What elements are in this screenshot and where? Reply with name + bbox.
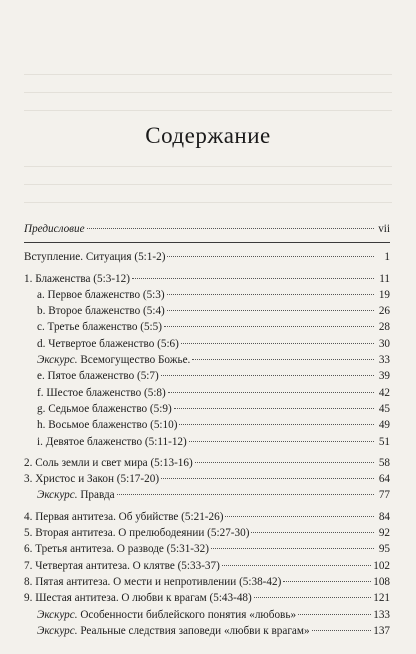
dot-leader bbox=[167, 256, 374, 257]
toc-page-number: 121 bbox=[373, 592, 390, 605]
excursus-label: Экскурс. bbox=[37, 489, 78, 502]
toc-entry-text: Предисловие bbox=[24, 223, 85, 235]
toc-page-number: 11 bbox=[379, 272, 390, 285]
dot-leader bbox=[164, 326, 374, 327]
toc-entry-title bbox=[24, 271, 130, 287]
toc-entry-text: i. Девятое блаженство (5:11-12) bbox=[37, 435, 187, 448]
toc-entry-title bbox=[37, 336, 179, 352]
toc-entry-title bbox=[37, 401, 172, 417]
dot-leader bbox=[225, 516, 374, 517]
toc-entry[interactable] bbox=[24, 336, 390, 352]
toc-entry[interactable] bbox=[24, 525, 390, 541]
dot-leader bbox=[161, 375, 374, 376]
toc-page-number: 64 bbox=[378, 473, 390, 486]
toc-page-number: 19 bbox=[378, 288, 390, 301]
toc-page-number: 45 bbox=[378, 402, 390, 415]
dot-leader bbox=[222, 565, 371, 566]
toc-entry-text: d. Четвертое блаженство (5:6) bbox=[37, 337, 179, 350]
toc-entry-text: 1. Блаженства (5:3-12) bbox=[24, 272, 130, 285]
dot-leader bbox=[87, 228, 374, 229]
toc-entry[interactable] bbox=[24, 385, 390, 401]
dot-leader bbox=[254, 597, 371, 598]
dot-leader bbox=[117, 494, 374, 495]
dot-leader bbox=[179, 424, 374, 425]
table-of-contents bbox=[24, 221, 390, 639]
toc-entry[interactable] bbox=[24, 249, 390, 265]
toc-entry-text: Особенности библейского понятия «любовь» bbox=[77, 608, 297, 621]
toc-entry-title bbox=[37, 368, 159, 384]
toc-entry[interactable] bbox=[24, 509, 390, 525]
dot-leader bbox=[283, 581, 371, 582]
toc-entry-text: b. Второе блаженство (5:4) bbox=[37, 305, 165, 318]
toc-page-number: 39 bbox=[378, 370, 390, 383]
toc-entry-title bbox=[37, 352, 190, 368]
toc-entry-title bbox=[37, 434, 187, 450]
toc-entry[interactable] bbox=[24, 417, 390, 433]
toc-entry-text: 9. Шестая антитеза. О любви к врагам (5:43-48) bbox=[24, 592, 252, 605]
dot-leader bbox=[189, 441, 374, 442]
excursus-label: Экскурс. bbox=[37, 624, 78, 637]
toc-entry[interactable] bbox=[24, 574, 390, 590]
toc-page-number: 58 bbox=[378, 456, 390, 469]
toc-entry-text: Всемогущество Божье. bbox=[77, 354, 191, 367]
toc-page-number: 42 bbox=[378, 386, 390, 399]
toc-page-number: 95 bbox=[378, 543, 390, 556]
toc-entry-title bbox=[37, 287, 165, 303]
toc-entry[interactable] bbox=[24, 221, 390, 237]
toc-page-number: 28 bbox=[378, 321, 390, 334]
toc-page-number: 84 bbox=[378, 510, 390, 523]
toc-page-number: 108 bbox=[373, 575, 390, 588]
toc-entry[interactable] bbox=[24, 434, 390, 450]
toc-entry-text: 7. Четвертая антитеза. О клятве (5:33-37) bbox=[24, 559, 220, 572]
toc-page-number: 133 bbox=[373, 608, 390, 621]
toc-entry-text: Правда bbox=[77, 489, 115, 502]
toc-page-number: 137 bbox=[373, 624, 390, 637]
toc-page-number: 77 bbox=[378, 489, 390, 502]
dot-leader bbox=[168, 392, 374, 393]
divider bbox=[24, 242, 390, 243]
toc-entry-text: c. Третье блаженство (5:5) bbox=[37, 321, 162, 334]
toc-entry[interactable] bbox=[24, 401, 390, 417]
toc-entry[interactable] bbox=[24, 541, 390, 557]
toc-entry-title bbox=[24, 221, 85, 237]
toc-entry-title bbox=[24, 541, 209, 557]
toc-entry-text: Вступление. Ситуация (5:1-2) bbox=[24, 251, 166, 264]
dot-leader bbox=[161, 478, 374, 479]
dot-leader bbox=[298, 614, 371, 615]
excursus-label: Экскурс. bbox=[37, 608, 78, 621]
toc-entry-title bbox=[24, 525, 249, 541]
toc-entry-title bbox=[37, 417, 177, 433]
toc-entry[interactable] bbox=[24, 271, 390, 287]
dot-leader bbox=[251, 532, 374, 533]
toc-entry-title bbox=[37, 623, 310, 639]
toc-page-number: 26 bbox=[378, 305, 390, 318]
dot-leader bbox=[174, 408, 374, 409]
toc-entry[interactable] bbox=[24, 590, 390, 606]
toc-entry[interactable] bbox=[24, 303, 390, 319]
toc-page-number: 92 bbox=[378, 527, 390, 540]
dot-leader bbox=[312, 630, 372, 631]
toc-entry[interactable] bbox=[24, 623, 390, 639]
toc-entry-text: f. Шестое блаженство (5:8) bbox=[37, 386, 166, 399]
toc-entry-title bbox=[24, 590, 252, 606]
toc-page-number: 51 bbox=[378, 435, 390, 448]
toc-entry-text: 2. Соль земли и свет мира (5:13-16) bbox=[24, 456, 193, 469]
toc-entry-text: a. Первое блаженство (5:3) bbox=[37, 288, 165, 301]
toc-entry-text: g. Седьмое блаженство (5:9) bbox=[37, 402, 172, 415]
toc-entry-text: 4. Первая антитеза. Об убийстве (5:21-26) bbox=[24, 510, 224, 523]
toc-page-number: 1 bbox=[384, 251, 390, 264]
toc-entry-title bbox=[37, 385, 166, 401]
show-through-background bbox=[0, 0, 416, 210]
toc-entry-text: 8. Пятая антитеза. О мести и непротивлении (5:38-42) bbox=[24, 575, 282, 588]
toc-entry[interactable] bbox=[24, 352, 390, 368]
toc-page-number: 102 bbox=[373, 559, 390, 572]
dot-leader bbox=[167, 294, 374, 295]
toc-entry-text: Реальные следствия заповеди «любви к врагам» bbox=[77, 624, 310, 637]
toc-entry[interactable] bbox=[24, 487, 390, 503]
toc-entry-text: e. Пятое блаженство (5:7) bbox=[37, 370, 159, 383]
toc-entry-title bbox=[24, 574, 281, 590]
toc-page-number: 30 bbox=[378, 337, 390, 350]
toc-entry-title bbox=[24, 558, 220, 574]
toc-entry-title bbox=[37, 487, 115, 503]
dot-leader bbox=[132, 278, 374, 279]
toc-entry[interactable] bbox=[24, 287, 390, 303]
excursus-label: Экскурс. bbox=[37, 354, 78, 367]
dot-leader bbox=[167, 310, 374, 311]
toc-entry[interactable] bbox=[24, 319, 390, 335]
toc-entry-title bbox=[37, 319, 162, 335]
dot-leader bbox=[181, 343, 374, 344]
dot-leader bbox=[195, 462, 374, 463]
page-title: Содержание bbox=[145, 123, 271, 148]
toc-entry[interactable] bbox=[24, 368, 390, 384]
toc-entry-title bbox=[24, 455, 193, 471]
toc-page-number: vii bbox=[378, 223, 390, 235]
toc-entry[interactable] bbox=[24, 455, 390, 471]
toc-entry-text: 5. Вторая антитеза. О прелюбодеянии (5:27-30) bbox=[24, 527, 250, 540]
toc-page-number: 33 bbox=[378, 354, 390, 367]
toc-entry-title bbox=[24, 509, 223, 525]
toc-entry[interactable] bbox=[24, 607, 390, 623]
toc-entry-title bbox=[24, 249, 165, 265]
toc-entry-text: 3. Христос и Закон (5:17-20) bbox=[24, 473, 160, 486]
dot-leader bbox=[192, 359, 374, 360]
toc-entry-title bbox=[37, 607, 296, 623]
toc-entry-title bbox=[37, 303, 165, 319]
toc-entry[interactable] bbox=[24, 558, 390, 574]
toc-entry-title bbox=[24, 471, 159, 487]
toc-entry-text: 6. Третья антитеза. О разводе (5:31-32) bbox=[24, 543, 209, 556]
dot-leader bbox=[211, 548, 374, 549]
toc-entry-text: h. Восьмое блаженство (5:10) bbox=[37, 419, 178, 432]
toc-entry[interactable] bbox=[24, 471, 390, 487]
toc-page-number: 49 bbox=[378, 419, 390, 432]
